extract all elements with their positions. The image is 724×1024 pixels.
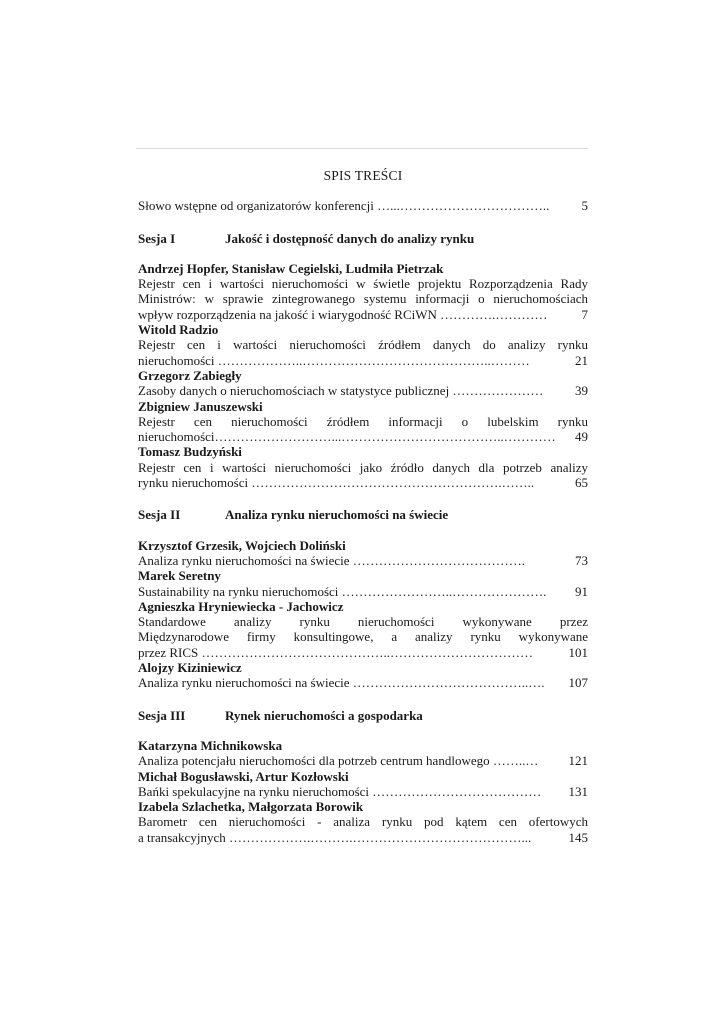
toc-entry [138, 444, 588, 490]
session-number: Sesja III [138, 707, 186, 723]
entry-title-line: Ministrów: w sprawie zintegrowanego systemu informacji o nieruchomościach [138, 291, 588, 307]
toc-entry [138, 322, 588, 368]
entry-title-end: nieruchomości………………………...………………………………..………… [138, 429, 556, 445]
entry-title-line: Rejestr cen i wartości nieruchomości w świetle projektu Rozporządzenia Rady [138, 276, 588, 292]
entry-title-line: Standardowe analizy rynku nieruchomości wykonywane przez [138, 614, 588, 630]
entry-title-end: wpływ rozporządzenia na jakość i wiarygodność RCiWN ………….………… [138, 306, 548, 322]
entry-title-line: Międzynarodowe firmy konsultingowe, a analizy rynku wykonywane [138, 629, 588, 645]
entry-authors: Witold Radzio [138, 322, 219, 338]
entry-title-end: Analiza rynku nieruchomości na świecie …………………………………. [138, 552, 526, 568]
entry-authors: Krzysztof Grzesik, Wojciech Doliński [138, 537, 346, 553]
entry-title-end: Zasoby danych o nieruchomościach w statystyce publicznej ………………… [138, 383, 544, 399]
toc-entry [138, 660, 588, 691]
entry-page-number: 39 [575, 383, 588, 399]
entry-page-number: 121 [568, 753, 588, 769]
entry-page-number: 49 [575, 429, 588, 445]
session-title: Jakość i dostępność danych do analizy rynku [225, 230, 475, 246]
entry-last-line [138, 475, 588, 490]
entry-last-line [138, 353, 588, 368]
intro-entry [138, 198, 588, 213]
entry-title-end: Analiza rynku nieruchomości na świecie …………………………………..…. [138, 675, 545, 691]
entry-title-end: Bańki spekulacyjne na rynku nieruchomości ………………………………… [138, 783, 542, 799]
toc-entry [138, 261, 588, 322]
entry-last-line [138, 584, 588, 599]
toc-entry [138, 799, 588, 845]
entry-page-number: 91 [575, 583, 588, 599]
session-title: Rynek nieruchomości a gospodarka [225, 707, 423, 723]
entry-last-line [138, 753, 588, 768]
session-number: Sesja II [138, 507, 181, 523]
entry-last-line [138, 553, 588, 568]
entry-authors: Andrzej Hopfer, Stanisław Cegielski, Ludmiła Pietrzak [138, 260, 444, 276]
intro-text: Słowo wstępne od organizatorów konferencji …...…………………………….. [138, 198, 550, 214]
entry-page-number: 7 [581, 306, 588, 322]
toc-entry [138, 599, 588, 660]
entry-authors: Marek Seretny [138, 568, 221, 584]
session-heading [138, 231, 588, 246]
entry-authors: Agnieszka Hryniewiecka - Jachowicz [138, 598, 344, 614]
entry-page-number: 73 [575, 552, 588, 568]
entry-title-end: nieruchomości ………………..……………………………………..……… [138, 352, 530, 368]
entry-page-number: 107 [568, 675, 588, 691]
entry-last-line [138, 307, 588, 322]
entry-last-line [138, 383, 588, 398]
table-of-contents [138, 168, 588, 845]
entry-last-line [138, 830, 588, 845]
entry-page-number: 131 [568, 783, 588, 799]
toc-entry [138, 769, 588, 800]
entry-authors: Alojzy Kiziniewicz [138, 660, 242, 676]
entry-title-line: Barometr cen nieruchomości - analiza rynku pod kątem cen ofertowych [138, 814, 588, 830]
toc-entry [138, 568, 588, 599]
session-title: Analiza rynku nieruchomości na świecie [225, 507, 449, 523]
entry-title-end: Sustainability na rynku nieruchomości ……………………..…………………. [138, 583, 547, 599]
entry-page-number: 65 [575, 475, 588, 491]
entry-title-line: Rejestr cen nieruchomości źródłem informacji o lubelskim rynku [138, 413, 588, 429]
entry-last-line [138, 784, 588, 799]
entry-last-line [138, 675, 588, 690]
entry-authors: Izabela Szlachetka, Małgorzata Borowik [138, 799, 364, 815]
entry-title-line: Rejestr cen i wartości nieruchomości jako źródło danych dla potrzeb analizy [138, 459, 588, 475]
entry-last-line [138, 645, 588, 660]
entry-title-end: a transakcyjnych ……………….……….…………………………………... [138, 829, 532, 845]
session-number: Sesja I [138, 230, 176, 246]
top-divider [136, 148, 588, 149]
intro-page: 5 [581, 198, 588, 214]
toc-title: SPIS TREŚCI [323, 168, 403, 183]
entry-title-line: Rejestr cen i wartości nieruchomości źródłem danych do analizy rynku [138, 337, 588, 353]
entry-authors: Michał Bogusławski, Artur Kozłowski [138, 768, 349, 784]
toc-entry [138, 399, 588, 445]
entry-authors: Grzegorz Zabiegły [138, 367, 242, 383]
entry-title-end: rynku nieruchomości ………………………………………………….…….. [138, 475, 535, 491]
sessions [138, 231, 588, 845]
entry-last-line [138, 429, 588, 444]
entry-authors: Katarzyna Michnikowska [138, 737, 283, 753]
session-heading [138, 507, 588, 522]
entry-title-end: Analiza potencjału nieruchomości dla potrzeb centrum handlowego ……..… [138, 753, 539, 769]
entry-title-end: przez RICS ……………………………………..…………………………… [138, 644, 534, 660]
entry-authors: Tomasz Budzyński [138, 444, 242, 460]
session-heading [138, 708, 588, 723]
entry-page-number: 145 [568, 829, 588, 845]
toc-entry [138, 368, 588, 399]
entry-page-number: 101 [568, 644, 588, 660]
toc-entry [138, 538, 588, 569]
toc-entry [138, 738, 588, 769]
entry-page-number: 21 [575, 352, 588, 368]
entry-authors: Zbigniew Januszewski [138, 398, 263, 414]
